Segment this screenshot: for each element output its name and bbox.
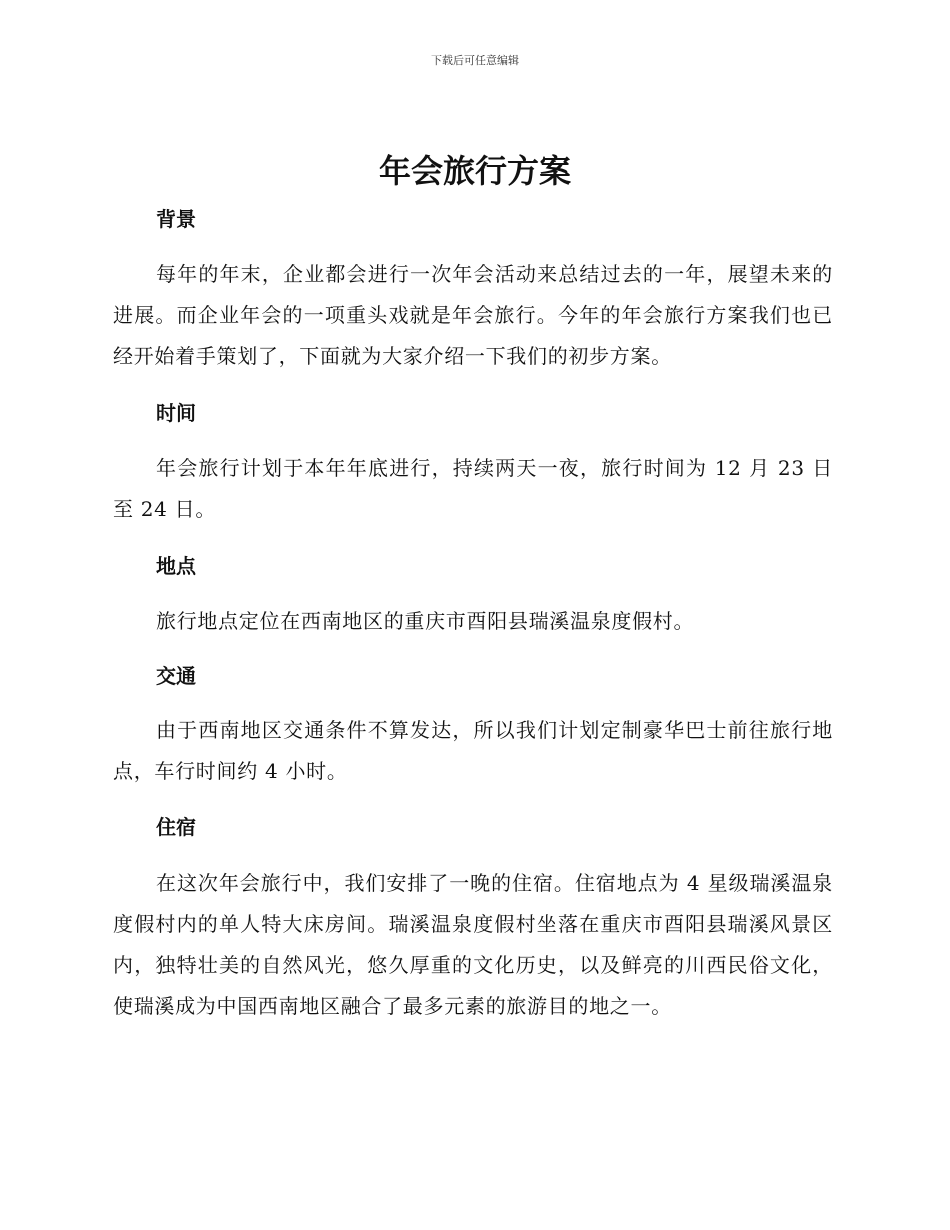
section-heading-accommodation: 住宿	[156, 815, 196, 839]
section-paragraph-background: 每年的年末，企业都会进行一次年会活动来总结过去的一年，展望未来的进展。而企业年会的一项重头戏就是年会旅行。今年的年会旅行方案我们也已经开始着手策划了，下面就为大家介绍一下我们的初步方案。	[113, 262, 833, 368]
header-note: 下载后可任意编辑	[431, 54, 519, 67]
section-heading-time: 时间	[156, 401, 196, 425]
section-heading-transport: 交通	[156, 664, 196, 688]
section-paragraph-accommodation: 在这次年会旅行中，我们安排了一晚的住宿。住宿地点为 4 星级瑞溪温泉度假村内的单人特大床房间。瑞溪温泉度假村坐落在重庆市酉阳县瑞溪风景区内，独特壮美的自然风光，悠久厚重的文化历史，以及鲜亮的川西民俗文化，使瑞溪成为中国西南地区融合了最多元素的旅游目的地之一。	[113, 871, 833, 1018]
section-heading-background: 背景	[156, 207, 196, 231]
document-title: 年会旅行方案	[378, 152, 571, 190]
section-heading-location: 地点	[156, 554, 196, 578]
section-paragraph-time: 年会旅行计划于本年年底进行，持续两天一夜，旅行时间为 12 月 23 日至 24 日。	[113, 456, 833, 521]
section-paragraph-location: 旅行地点定位在西南地区的重庆市酉阳县瑞溪温泉度假村。	[156, 609, 695, 633]
section-paragraph-transport: 由于西南地区交通条件不算发达，所以我们计划定制豪华巴士前往旅行地点，车行时间约 4 小时。	[113, 718, 833, 783]
